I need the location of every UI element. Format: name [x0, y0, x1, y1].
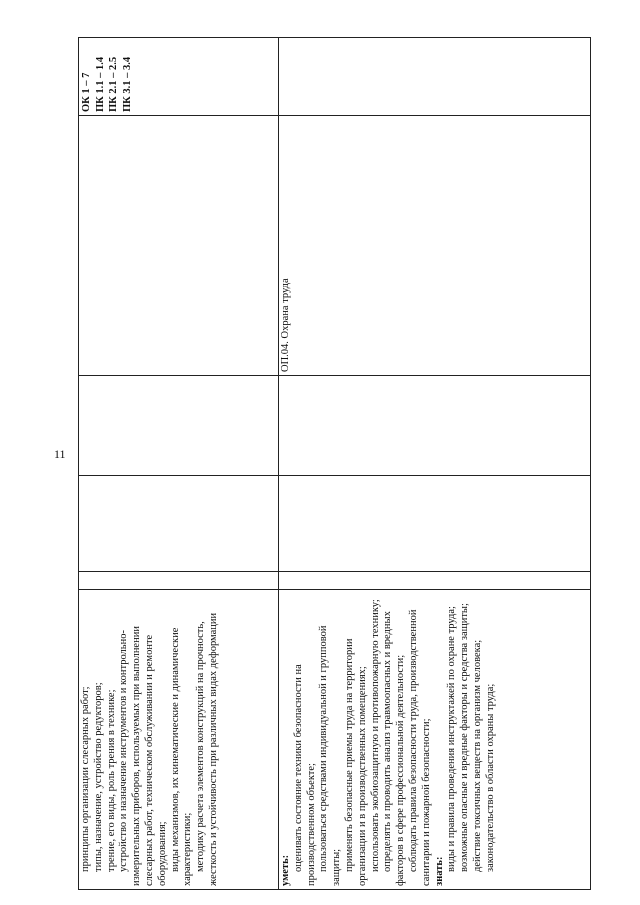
requirement-line: трение, его виды, роль трения в технике;	[105, 689, 117, 872]
empty-cell	[79, 376, 279, 476]
knowledge-line: виды и правила проведения инструктажей по охране труда;	[446, 606, 458, 872]
knowledge-line: возможные опасные и вредные факторы и средства защиты;	[459, 603, 471, 872]
empty-cell	[279, 38, 591, 116]
empty-cell	[279, 572, 591, 590]
discipline-cell-empty	[79, 116, 279, 376]
competence-code: ПК 1.1 – 1.4	[94, 56, 106, 112]
requirement-line: методику расчета элементов конструкций на прочность, жесткость и устойчивость при различных видах деформации	[195, 612, 219, 886]
requirement-line: принципы организации слесарных работ;	[80, 686, 91, 872]
knowledge-line: законодательство в области охраны труда;	[484, 683, 496, 872]
table-row	[79, 38, 279, 890]
empty-cell	[79, 476, 279, 572]
skill-line: применять безопасные приемы труда на территории организации и в производственных помещениях;	[343, 638, 368, 886]
knowledge-line: действие токсичных веществ на организм человека;	[471, 639, 483, 872]
page-number: 11	[54, 447, 66, 461]
skill-line: пользоваться средствами индивидуальной и групповой защиты;	[318, 625, 343, 886]
requirement-line: типы, назначение, устройство редукторов;	[92, 682, 104, 872]
requirements-cell	[279, 590, 591, 890]
curriculum-table-grid	[78, 37, 591, 890]
table-row	[279, 38, 591, 890]
empty-cell	[279, 476, 591, 572]
competence-code: ПК 3.1 – 3.4	[121, 56, 133, 112]
discipline-name: ОП.04. Охрана труда	[280, 278, 291, 372]
requirements-cell	[79, 590, 279, 890]
umet-heading: уметь:	[280, 854, 291, 886]
competences-cell	[79, 38, 279, 116]
requirement-line: виды механизмов, их кинематические и динамические характеристики;	[169, 627, 194, 886]
empty-cell	[279, 376, 591, 476]
discipline-cell	[279, 116, 591, 376]
skill-line: оценивать состояние техники безопасности на производственном объекте;	[292, 664, 317, 886]
curriculum-table	[78, 38, 591, 890]
competence-code: ОК 1 – 7	[81, 72, 92, 112]
empty-cell	[79, 572, 279, 590]
skill-line: определять и проводить анализ травмоопасных и вредных факторов в сфере профессиональной деятельности;	[382, 611, 407, 886]
competence-code: ПК 2.1 – 2.5	[108, 56, 120, 112]
requirement-line: устройство и назначение инструментов и контрольно-измерительных приборов, используемых при выполнении слесарных работ, техническом обслуживании и ремонте оборудования;	[118, 626, 168, 886]
znat-heading: знать:	[433, 856, 445, 886]
skill-line: использовать экобиозащитную и противопожарную технику;	[369, 599, 381, 872]
skill-line: соблюдать правила безопасности труда, производственной санитарии и пожарной безопасности;	[407, 609, 432, 886]
